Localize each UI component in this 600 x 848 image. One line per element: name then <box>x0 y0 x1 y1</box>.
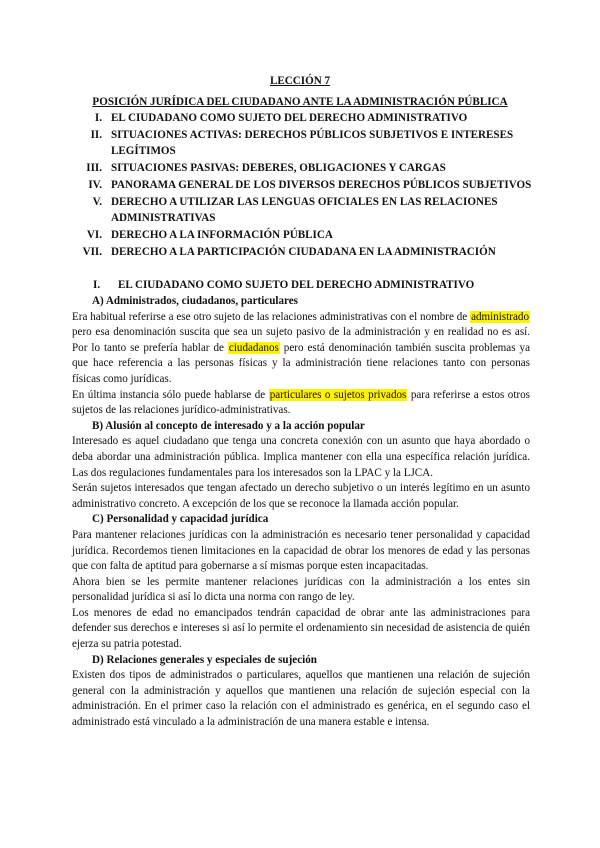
toc-item-text: DERECHO A LA PARTICIPACIÓN CIUDADANA EN LA ADMINISTRACIÓN <box>111 246 496 259</box>
toc-item <box>70 245 540 261</box>
lesson-title: LECCIÓN 7 <box>269 75 331 87</box>
text-run: Para mantener relaciones jurídicas con la administración es necesario tener personalidad y capacidad jurídica. Recordemos tienen limitaciones en la capacidad de obrar los menores de edad y las personas que con falta de aptitud para gobernarse a sí mismas porque esten incapacitadas. <box>72 528 530 573</box>
section-heading <box>93 278 474 294</box>
section-title: EL CIUDADANO COMO SUJETO DEL DERECHO ADMINISTRATIVO <box>118 279 475 291</box>
text-run: para referirse a estos otros sujetos de las relaciones jurídico-administrativas. <box>72 388 530 417</box>
paragraph <box>72 528 530 575</box>
highlighted-text: ciudadanos <box>228 341 279 354</box>
paragraph <box>72 434 530 481</box>
toc-item-number: VII. <box>82 246 102 259</box>
text-run: Interesado es aquel ciudadano que tenga una concreta conexión con un asunto que haya abordado o deba abordar una administración pública. Implica mantener con ella una específica relación jurídica. Las dos regulaciones fundamentales para los interesados son la LPAC y la LJCA. <box>72 435 530 479</box>
toc-item-text: SITUACIONES PASIVAS: DEBERES, OBLIGACIONES Y CARGAS <box>111 161 446 174</box>
text-run: Era habitual referirse a ese otro sujeto de las relaciones administrativas con el nombre de <box>72 310 471 323</box>
toc-item <box>70 228 540 244</box>
toc-item <box>70 111 540 127</box>
toc-item <box>70 161 540 177</box>
subsection-heading: A) Administrados, ciudadanos, particulares <box>92 295 298 307</box>
toc-item-text: DERECHO A UTILIZAR LAS LENGUAS OFICIALES EN LAS RELACIONES ADMINISTRATIVAS <box>111 196 498 224</box>
subject-title: POSICIÓN JURÍDICA DEL CIUDADANO ANTE LA ADMINISTRACIÓN PÚBLICA <box>92 96 508 108</box>
text-run: Existen dos tipos de administrados o particulares, aquellos que mantienen una relación de sujeción general con la administración y aquellos que mantienen una relación de sujeción especial con la administración. En el primer caso la relación con el administrado es genérica, en el segundo caso el administrado está vinculado a la administración de una manera estable e intensa. <box>72 669 530 729</box>
toc-item-number: V. <box>92 196 102 209</box>
toc-item <box>70 195 540 226</box>
text-run: En última instancia sólo puede hablarse de <box>72 388 269 401</box>
paragraph <box>72 310 530 388</box>
toc-item-text: PANORAMA GENERAL DE LOS DIVERSOS DERECHOS PÚBLICOS SUBJETIVOS <box>111 179 532 192</box>
toc-item-text: EL CIUDADANO COMO SUJETO DEL DERECHO ADMINISTRATIVO <box>111 112 468 124</box>
subsection-heading: B) Alusión al concepto de interesado y a la acción popular <box>92 419 365 432</box>
text-run: Serán sujetos interesados que tengan afectado un derecho subjetivo o un interés legítimo en un asunto administrativo concreto. A excepción de los que se reconoce la llamada acción popular. <box>72 482 530 510</box>
toc-item-number: I. <box>94 112 102 124</box>
subsection-heading: C) Personalidad y capacidad jurídica <box>92 513 269 526</box>
toc-item-number: III. <box>86 161 102 174</box>
toc-item-number: IV. <box>88 179 102 192</box>
highlighted-text: administrado <box>471 310 529 323</box>
text-run: pero esa denominación suscita que sea un sujeto pasivo de la administración y en realidad no es así. Por lo tanto se prefería hablar de <box>72 326 530 354</box>
paragraph <box>72 606 530 653</box>
toc-item <box>70 178 540 194</box>
paragraph <box>72 668 530 730</box>
section-content <box>72 294 530 731</box>
text-run: Los menores de edad no emancipados tendrán capacidad de obrar ante las administraciones para defender sus derechos e intereses si así lo permite el ordenamiento sin necesidad de asistencia de quién ejerza su patria potestad. <box>72 606 530 651</box>
section-number: I. <box>93 279 101 291</box>
subsection-heading: D) Relaciones generales y especiales de sujeción <box>92 653 317 666</box>
paragraph <box>72 575 530 606</box>
toc-item <box>70 128 540 159</box>
highlighted-text: particulares o sujetos privados <box>269 388 407 401</box>
text-run: Ahora bien se les permite mantener relaciones jurídicas con la administración a los entes sin personalidad jurídica si así lo dicta una norma con rango de ley. <box>72 575 530 604</box>
toc-item-text: DERECHO A LA INFORMACIÓN PÚBLICA <box>111 229 333 242</box>
toc-item-number: VI. <box>86 229 102 242</box>
table-of-contents <box>70 111 540 263</box>
toc-item-number: II. <box>90 129 102 142</box>
paragraph <box>72 388 530 419</box>
paragraph <box>72 481 530 512</box>
text-run: pero está denominación también suscita problemas ya que hace referencia a las personas físicas y la administración tiene relaciones tanto con personas físicas como jurídicas. <box>72 341 530 385</box>
toc-item-text: SITUACIONES ACTIVAS: DERECHOS PÚBLICOS SUBJETIVOS E INTERESES LEGÍTIMOS <box>111 129 514 157</box>
